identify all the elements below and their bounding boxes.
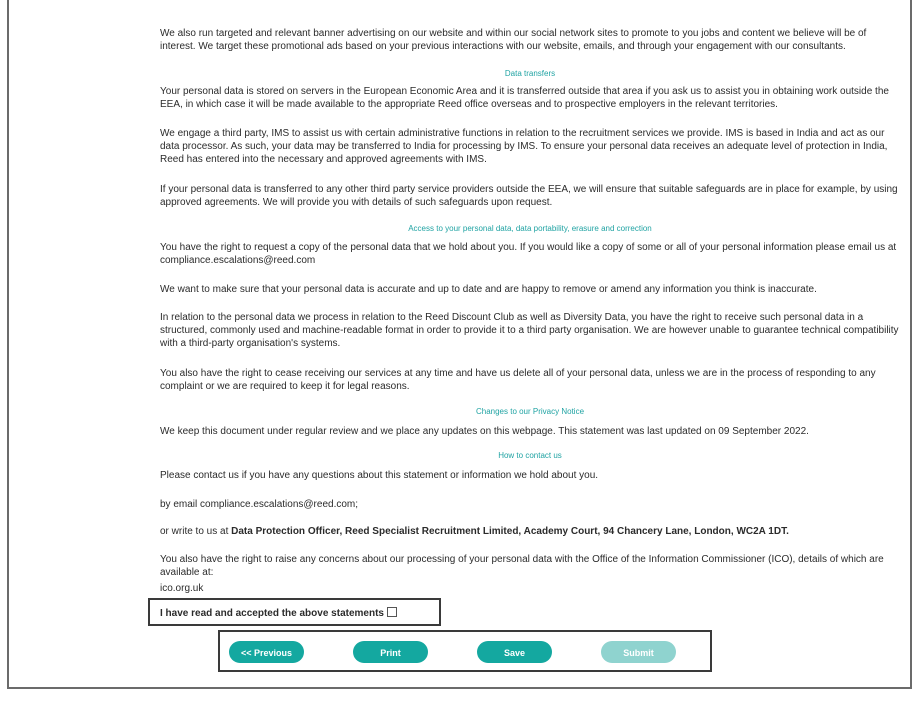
data-transfers-heading: Data transfers [504,69,556,78]
accept-checkbox[interactable] [387,607,397,617]
ims-paragraph: We engage a third party, IMS to assist us with certain administrative functions in relation to the recruitment services we provide. IMS is based in India and act as our data processor. As such, your data may be transferred to India for processing by IMS. To ensure your personal data receives an adequate level of protection in India, Reed has entered into the necessary and approved agreements with IMS. [160,128,888,165]
print-button[interactable]: Print [353,641,428,663]
address-prefix: or write to us at [160,526,232,537]
accept-statements-label: I have read and accepted the above statements [160,608,384,619]
banner-advertising-paragraph: We also run targeted and relevant banner advertising on our website and within our social network sites to promote to you jobs and content we believe will be of interest. We target these promotional ads based on your previous interactions with our website, emails, and through your engagement with our consultants. [160,28,867,52]
request-copy-paragraph: You have the right to request a copy of the personal data that we hold about you. If you would like a copy of some or all of your personal information please email us at compliance.escalations@reed.com [160,242,897,266]
safeguards-paragraph: If your personal data is transferred to any other third party service providers outside the EEA, we will ensure that suitable safeguards are in place for example, by using approved agreements. We will provide you with details of such safeguards upon request. [160,184,898,208]
accept-statements-box [148,598,441,626]
address-paragraph [160,525,900,538]
contact-heading: How to contact us [498,451,562,460]
data-storage-paragraph: Your personal data is stored on servers in the European Economic Area and it is transferred outside that area if you ask us to assist you in obtaining work outside the EEA, in which case it will be made available to the appropriate Reed office overseas and to prospective employers in the relevant territories. [160,86,889,110]
action-buttons-box [218,630,712,672]
portability-paragraph: In relation to the personal data we process in relation to the Reed Discount Club as well as Diversity Data, you have the right to receive such personal data in a structured, commonly used and machine-readable format in order to provide it to a third party organisation. We are however unable to guarantee technical compatibility with a third-party organisation's systems. [160,312,899,349]
accept-statements-row[interactable] [160,607,397,619]
address-text: Data Protection Officer, Reed Specialist Recruitment Limited, Academy Court, 94 Chancery Lane, London, WC2A 1DT. [231,526,789,537]
cease-services-paragraph: You also have the right to cease receiving our services at any time and have us delete all of your personal data, unless we are in the process of responding to any complaint or we are required to keep it for legal reasons. [160,368,876,392]
changes-heading: Changes to our Privacy Notice [475,407,585,416]
submit-button[interactable]: Submit [601,641,676,663]
ico-link[interactable]: ico.org.uk [160,583,204,594]
review-paragraph: We keep this document under regular review and we place any updates on this webpage. This statement was last updated on 09 September 2022. [160,426,809,437]
save-button[interactable]: Save [477,641,552,663]
contact-paragraph: Please contact us if you have any questions about this statement or information we hold about you. [160,470,599,481]
email-paragraph: by email compliance.escalations@reed.com; [160,499,359,510]
ico-paragraph: You also have the right to raise any concerns about our processing of your personal data with the Office of the Information Commissioner (ICO), details of which are available at: [160,554,884,578]
access-heading: Access to your personal data, data portability, erasure and correction [408,224,652,233]
accuracy-paragraph: We want to make sure that your personal data is accurate and up to date and are happy to remove or amend any information you think is inaccurate. [160,284,817,295]
previous-button[interactable]: << Previous [229,641,304,663]
